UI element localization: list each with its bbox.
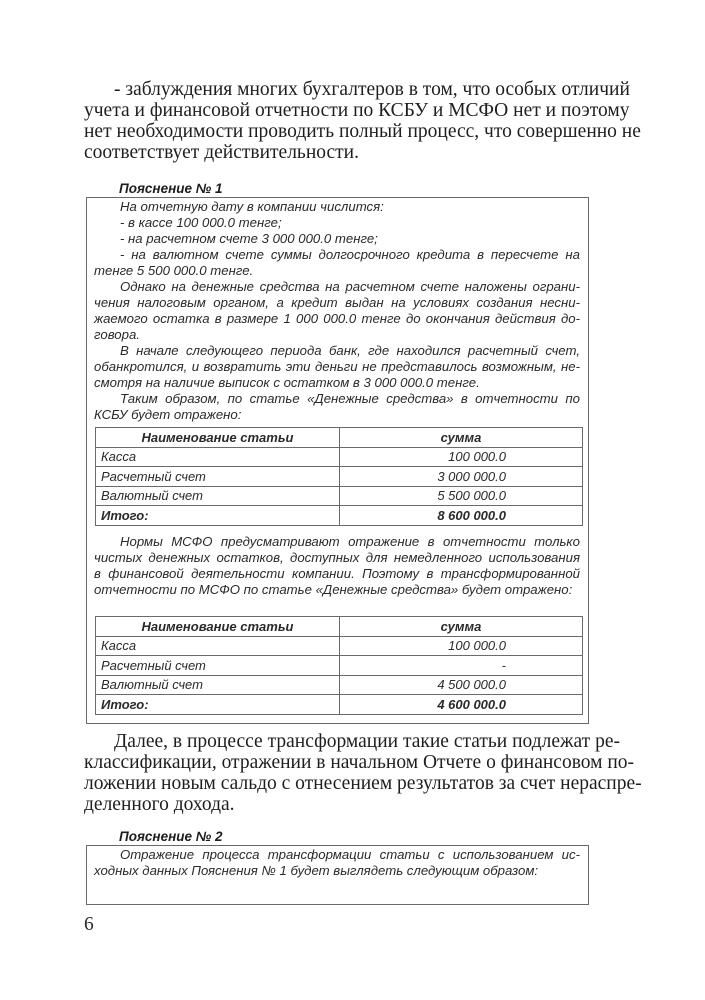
note2-text (94, 847, 580, 879)
row-item-name: Расчетный счет (96, 656, 340, 676)
text-line: На отчетную дату в компании числится: (120, 199, 384, 214)
text-line: Нормы МСФО предусматривают отражение в отчетности только (120, 534, 580, 549)
row-item-name: Касса (96, 447, 340, 467)
row-amount: 100 000.0 (340, 447, 583, 467)
text-line: чения налоговым органом, а кредит выдан на условиях создания несни- (94, 295, 580, 310)
column-header-item: Наименование статьи (96, 617, 340, 637)
table-total-row (96, 506, 583, 526)
text-line: - на расчетном счете 3 000 000.0 тенге; (120, 231, 378, 246)
note1-text (94, 199, 580, 423)
text-line: классификации, отражении в начальном Отчете о финансовом по- (84, 752, 635, 773)
page-number: 6 (84, 914, 94, 935)
text-line: нет необходимости проводить полный процесс, что совершенно не (84, 121, 641, 142)
text-line: соответствует действительности. (84, 142, 359, 163)
table-row (96, 467, 583, 487)
note2-title: Пояснение № 2 (119, 829, 223, 844)
text-line: КСБУ будет отражено: (94, 407, 242, 422)
ifrs-cash-table (95, 616, 583, 715)
text-line: Далее, в процессе трансформации такие статьи подлежат ре- (114, 731, 620, 752)
text-line: говора. (94, 327, 140, 342)
text-line: В начале следующего периода банк, где находился расчетный счет, (120, 343, 580, 358)
text-line: ходных данных Пояснения № 1 будет выглядеть следующим образом: (94, 863, 539, 878)
text-line: жаемого остатка в размере 1 000 000.0 тенге до окончания действия до- (94, 311, 580, 326)
table-row (96, 675, 583, 695)
text-line: - в кассе 100 000.0 тенге; (120, 215, 282, 230)
table-header-row (96, 428, 583, 448)
row-item-name: Касса (96, 636, 340, 656)
table-row (96, 656, 583, 676)
total-label: Итого: (96, 506, 340, 526)
row-item-name: Валютный счет (96, 675, 340, 695)
text-line: - заблуждения многих бухгалтеров в том, что особых отличий (114, 79, 630, 100)
total-amount: 4 600 000.0 (340, 695, 583, 715)
text-line: - на валютном счете суммы долгосрочного кредита в пересчете на (120, 247, 580, 262)
text-line: тенге 5 500 000.0 тенге. (94, 263, 254, 278)
row-item-name: Валютный счет (96, 486, 340, 506)
table-row (96, 486, 583, 506)
column-header-amount: сумма (340, 428, 583, 448)
total-amount: 8 600 000.0 (340, 506, 583, 526)
text-line: Однако на денежные средства на расчетном счете наложены ограни- (120, 279, 580, 294)
table-header-row (96, 617, 583, 637)
text-line: обанкротился, и возвратить эти деньги не представилось возможным, не- (94, 359, 580, 374)
row-amount: 3 000 000.0 (340, 467, 583, 487)
note1-title: Пояснение № 1 (119, 181, 223, 196)
column-header-item: Наименование статьи (96, 428, 340, 448)
text-line: Отражение процесса трансформации статьи с использованием ис- (120, 847, 580, 862)
row-item-name: Расчетный счет (96, 467, 340, 487)
text-line: смотря на наличие выписок с остатком в 3 000 000.0 тенге. (94, 375, 480, 390)
text-line: деленного дохода. (84, 794, 235, 815)
table-total-row (96, 695, 583, 715)
text-line: в финансовой деятельности компании. Поэтому в трансформированной (94, 566, 580, 581)
ifrs-explanation-text (94, 534, 580, 598)
text-line: Таким образом, по статье «Денежные средства» в отчетности по (120, 391, 580, 406)
text-line: отчетности по МСФО по статье «Денежные средства» будет отражено: (94, 582, 573, 597)
row-amount: - (340, 656, 583, 676)
row-amount: 4 500 000.0 (340, 675, 583, 695)
middle-paragraph (84, 731, 642, 815)
ksbu-cash-table (95, 427, 583, 526)
table-row (96, 447, 583, 467)
total-label: Итого: (96, 695, 340, 715)
text-line: учета и финансовой отчетности по КСБУ и МСФО нет и поэтому (84, 100, 630, 121)
intro-paragraph (84, 79, 641, 163)
table-row (96, 636, 583, 656)
text-line: ложении новым сальдо с отнесением результатов за счет нераспре- (84, 773, 642, 794)
row-amount: 100 000.0 (340, 636, 583, 656)
column-header-amount: сумма (340, 617, 583, 637)
row-amount: 5 500 000.0 (340, 486, 583, 506)
text-line: чистых денежных остатков, доступных для немедленного использования (94, 550, 580, 565)
